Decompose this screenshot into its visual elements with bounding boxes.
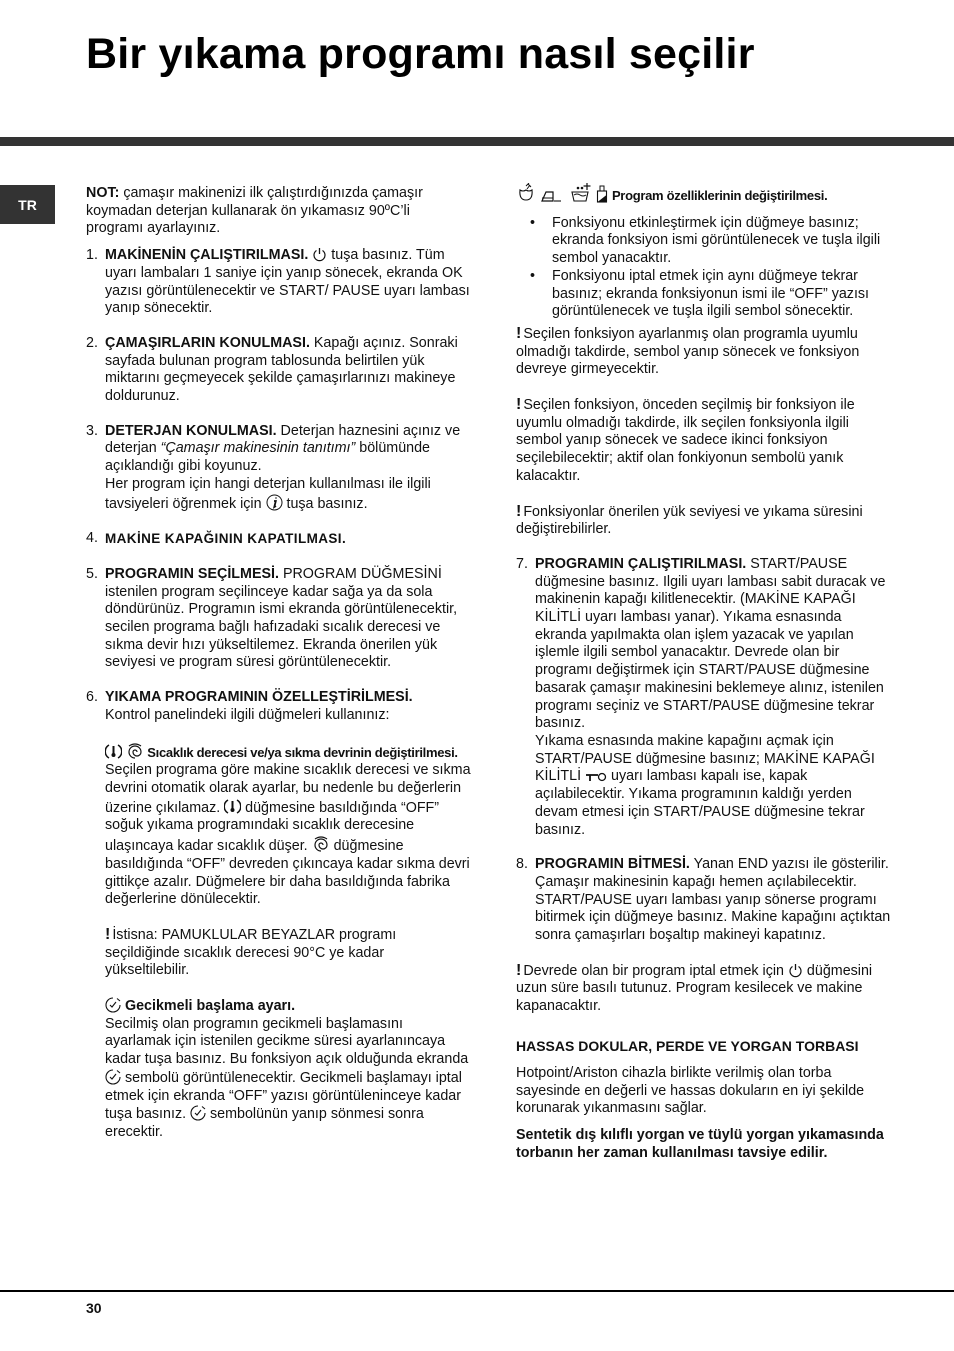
info-icon (266, 494, 283, 511)
options-heading: Program özelliklerinin değiştirilmesi. (516, 183, 894, 206)
right-column (516, 183, 894, 1162)
thermometer-icon (105, 743, 122, 760)
warning-icon: ! (105, 925, 111, 943)
step-7: 7. PROGRAMIN ÇALIŞTIRILMASI. START/PAUSE düğmesine basınız. Ilgili uyarı lambası sabit duracak ve makinenin kapağı kilitlenecektir. (MAKİNE KAPAĞI KİLİTLİ uyarı lambası yanar). Yıkama esnasında ekranda yapılmakta olan işlem yazacak ve yapılan işlemle ilgili sembol yanacaktır. Devrede olan bir programı değiştirmek için START/PAUSE düğmesine basarak çamaşır makinesini beklemeye alınız, istenilen programı seçiniz ve START/PAUSE düğmesine tekrar basınız. Yıkama esnasında makine kapağını açmak için START/PAUSE düğmesine basınız; MAKİNE KAPAĞI KİLİTLİ uyarı lambası kapalı ise, kapak açılabilecektir. Yıkama programının kaldığı yerden devam etmesi için START/PAUSE düğmesine tekrar basınız. (516, 555, 886, 838)
spin-icon (312, 835, 330, 853)
bullet-item: • Fonksiyonu iptal etmek için aynı düğmeye tekrar basınız; ekranda fonksiyonun ismi ile “OFF” yazısı görüntülenecek ve tuşla ilgili sembol sönecektir. (530, 267, 870, 320)
footer-divider (0, 1290, 954, 1292)
step-1: 1. MAKİNENİN ÇALIŞTIRILMASI. tuşa basınız. Tüm uyarı lambaları 1 saniye için yanıp sönecek, ekranda OK yazısı görüntülenecektir ve START/ PAUSE uyarı lambası yanıp sönecektir. (86, 247, 470, 317)
bag-heading: HASSAS DOKULAR, PERDE VE YORGAN TORBASI (516, 1037, 859, 1054)
warning-icon: ! (516, 961, 522, 979)
warning-note: ! Seçilen fonksiyon ayarlanmış olan programla uyumlu olmadığı takdirde, sembol yanıp sönecek ve fonksiyon devreye girmeyecektir. (516, 324, 860, 378)
warning-note: ! Seçilen fonksiyon, önceden seçilmiş bir fonksiyon ile uyumlu olmadığı takdirde, ilk seçilen fonksiyonla ilgili sembol yanıp sönecek ve sadece ikinci fonksiyon seçilebilecektir; aktif olan fonkiyonun sembolü yanık kalacaktır. (516, 396, 855, 484)
note-paragraph: NOT: çamaşır makinenizi ilk çalıştırdığınızda çamaşır koymadan deterjan kullanarak ön yıkamasız 90ºC’li programı ayarlayınız. (86, 185, 423, 237)
language-tab: TR (0, 185, 55, 224)
thermometer-icon (224, 798, 241, 815)
delay-section: Gecikmeli başlama ayarı. Secilmiş olan programın gecikmeli başlamasını ayarlamak için istenilen gecikme süresi ayarlanıncaya kadar tuşa basınız. Bu fonksiyon açık olduğunda ekranda sembolü görüntülenecektir. Gecikmeli başlamayı iptal etmek için ekranda “OFF” yazısı görüntüleninceye kadar tuşa basınız. sembolünün yanıp sönmesi sonra erecektir. (105, 998, 469, 1140)
step-2: 2. ÇAMAŞIRLARIN KONULMASI. Kapağı açınız. Sonraki sayfada bulunan program tablosunda belirtilen yük miktarını geçmeyecek şekilde çamaşırlarınızı makineye doldurunuz. (86, 334, 458, 405)
power-icon (312, 247, 327, 262)
bag-recommendation: Sentetik dış kılıflı yorgan ve tüylü yorgan yıkamasında torbanın her zaman kullanılması tavsiye edilir. (516, 1126, 884, 1161)
step-5: 5. PROGRAMIN SEÇİLMESİ. PROGRAM DÜĞMESİNİ istenilen program seçilinceye kadar sağa ya da sola döndürünüz. Programın ismi ekranda görüntülenecektir, secilen programa bağlı hafızadaki sıcalık derecesi ve sıkma devir hızı yükseltilemez. Ekranda önerilen yük seviyesi ve program süresi görüntülenecektir. (86, 565, 458, 671)
delay-timer-icon (190, 1105, 206, 1121)
warning-icon: ! (516, 396, 522, 414)
door-lock-key-icon (585, 771, 607, 783)
note-label: NOT: (86, 185, 120, 201)
bag-description: Hotpoint/Ariston cihazla birlikte verilmiş olan torba sayesinde en değerli ve hassas dokuların en iyi şekilde korunarak yıkanmasını sağlar. (516, 1064, 865, 1117)
cancel-warning: ! Devrede olan bir program iptal etmek için düğmesini uzun süre basılı tutunuz. Program kesilecek ve makine kapanacaktır. (516, 961, 873, 1015)
temp-spin-section: Sıcaklık derecesi ve/ya sıkma devrinin değiştirilmesi. Seçilen programa göre makine sıcaklık derecesi ve sıkma devrini otomatik olarak ayarlar, bu nedenle bu değerlerin üzerine çıkılamaz. düğmesine basıldığında “OFF” soğuk yıkama programındaki sıcaklık derecesine ulaşıncaya kadar sıcaklık düşer. düğmesine basıldığında “OFF” devreden çıkıncaya kadar sıkma devri gittikçe azalır. Düğmelere bir daha basıldığında fabrika değerlerine dönülecektir. (86, 742, 471, 909)
left-column (86, 185, 471, 1142)
page-number: 30 (86, 1300, 102, 1316)
spin-icon (126, 742, 144, 760)
warning-icon: ! (516, 324, 522, 342)
exception-note: ! İstisna: PAMUKLULAR BEYAZLAR programı seçildiğinde sıcaklık derecesi 90°C ye kadar yükseltilebilir. (105, 925, 397, 979)
header-divider-bar (0, 137, 954, 146)
detergent-icon (596, 185, 608, 203)
stain-removal-icon (516, 183, 536, 203)
easy-iron-icon (540, 189, 566, 203)
step-3: 3. DETERJAN KONULMASI. Deterjan haznesini açınız ve deterjan “Çamaşır makinesinin tanıtımı” bölümünde açıklandığı gibi koyunuz. Her program için hangi deterjan kullanılması ile ilgili tavsiyeleri öğrenmek için tuşa basınız. (86, 422, 461, 512)
step-8: 8. PROGRAMIN BİTMESİ. Yanan END yazısı ile gösterilir. Çamaşır makinesinin kapağı hemen açılabilecektir. START/PAUSE uyarı lambası yanıp sönerse programı bitirmek için düğmeye basınız. Makine kapağını açtıktan sonra çamaşırları boşaltıp makineyi kapatınız. (516, 856, 891, 944)
bullet-item: • Fonksiyonu etkinleştirmek için düğmeye basınız; ekranda fonksiyon ismi görüntülenecek ve tuşla ilgili sembol yanacaktır. (530, 214, 881, 267)
warning-icon: ! (516, 502, 522, 520)
power-icon (788, 963, 803, 978)
extra-rinse-icon (570, 183, 592, 203)
warning-note: ! Fonksiyonlar önerilen yük seviyesi ve yıkama süresini değiştirebilirler. (516, 502, 863, 538)
delay-timer-icon (105, 1069, 121, 1085)
page-title: Bir yıkama programı nasıl seçilir (86, 30, 755, 78)
step-4: 4. MAKİNE KAPAĞININ KAPATILMASI. (86, 530, 347, 547)
step-6: 6. YIKAMA PROGRAMININ ÖZELLEŞTİRİLMESİ. Kontrol panelindeki ilgili düğmeleri kullanınız: (86, 689, 413, 723)
delay-timer-icon (105, 997, 121, 1013)
